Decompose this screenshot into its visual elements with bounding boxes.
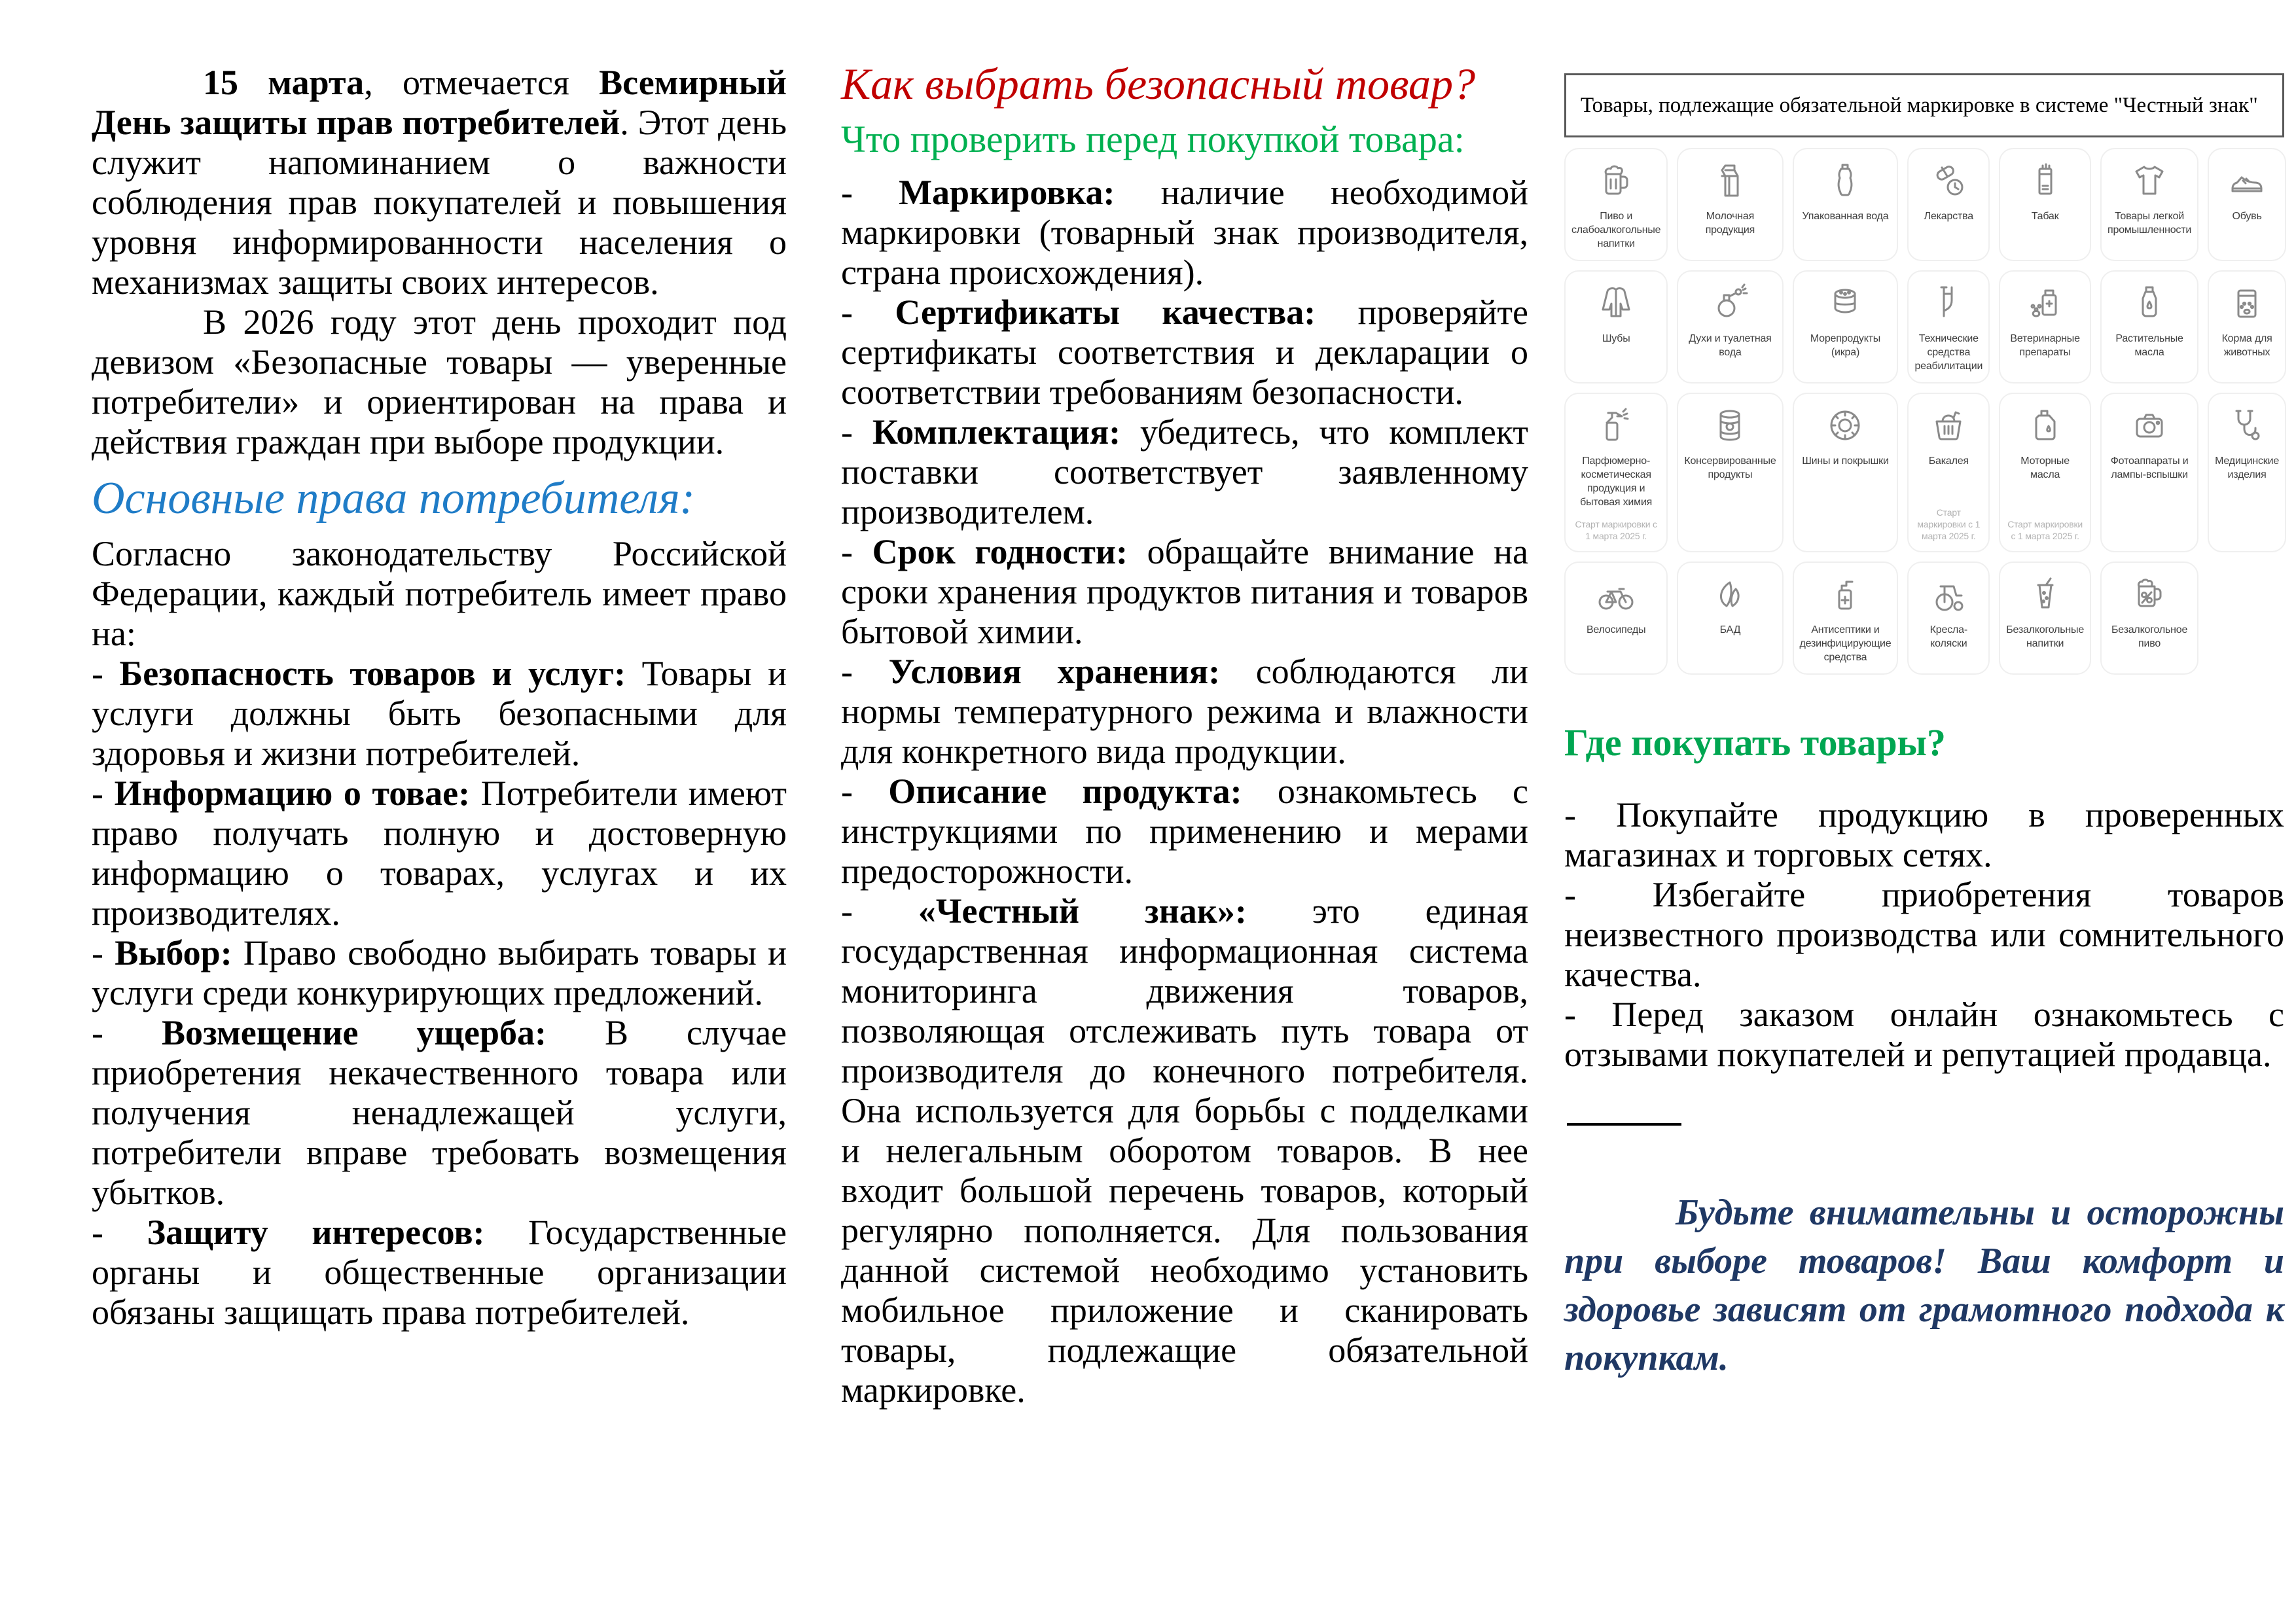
buy-tips-list [1564,795,2284,1075]
product-card-label: Лекарства [1924,211,1973,222]
product-card-label: Бакалея [1928,455,1969,467]
wheelchair-icon [1928,573,1969,615]
buy-tip-item: - Покупайте продукцию в проверенных магазинах и торговых сетях. [1564,795,2284,874]
product-card-label: Шины и покрышки [1802,455,1889,467]
product-card [1677,562,1783,675]
marked-goods-grid [1564,148,2284,675]
divider-line [1567,1123,1681,1126]
consumer-right-item: - Выбор: Право свободно выбирать товары и услуги среди конкурирующих предложений. [92,933,787,1012]
sanitizer-icon [1824,573,1866,615]
product-card-note: Старт маркировки с 1 марта 2025 г. [1575,519,1657,541]
stethoscope-icon [2226,404,2268,446]
buy-tip-item: - Перед заказом онлайн ознакомьтесь с отзывами покупателей и репутацией продавца. [1564,995,2284,1074]
product-card-label: Медицинские изделия [2215,455,2280,480]
fur-coat-icon [1595,282,1637,324]
product-card-label: Пиво и слабоалкогольные напитки [1571,211,1661,249]
product-card [1907,393,1990,552]
check-item: - «Честный знак»: это единая государственная информационная система мониторинга движения товаров, позволяющая отслеживать путь товара от производителя до конечного потребителя. Она используется для борьбы с подделками и нелегальным оборотом товаров. В нее входит большой перечень товаров, который регулярно пополняется. Для пользования данной системой необходимо установить мобильное приложение и сканировать товары, подлежащие обязательной маркировке. [841,891,1528,1410]
product-card-label: Товары легкой промышленности [2108,211,2192,236]
consumer-right-item: - Защиту интересов: Государственные органы и общественные организации обязаны защищать права потребителей. [92,1213,787,1332]
consumer-right-item: - Возмещение ущерба: В случае приобретения некачественного товара или получения ненадлежащей услуги, потребители вправе требовать возмещения убытков. [92,1013,787,1212]
product-card [1793,270,1899,383]
check-item: - Срок годности: обращайте внимание на сроки хранения продуктов питания и товаров бытовой химии. [841,532,1529,651]
bicycle-icon [1595,573,1637,615]
safe-product-heading: Как выбрать безопасный товар? [841,59,1476,109]
water-bottle-icon [1824,160,1866,202]
product-card [2208,148,2286,261]
product-card-label: Шубы [1602,333,1630,344]
consumer-rights-list [92,654,787,1332]
spray-bottle-icon [1595,404,1637,446]
pills-icon [1928,160,1969,202]
product-card [1999,270,2091,383]
product-card-note: Старт маркировки с 1 марта 2025 г. [1917,507,1981,541]
check-item: - Сертификаты качества: проверяйте сертификаты соответствия и декларации о соответствии требованиям безопасности. [841,293,1529,412]
check-item: - Маркировка: наличие необходимой маркировки (товарный знак производителя, страна происхождения). [841,173,1528,292]
right-column [1564,73,2284,1382]
product-card-label: Молочная продукция [1705,211,1755,236]
product-card-label: Обувь [2232,211,2262,222]
product-card-label: БАД [1719,624,1741,635]
check-item: - Описание продукта: ознакомьтесь с инструкциями по применению и мерами предосторожности. [841,772,1528,891]
consumer-right-item: - Безопасность товаров и услуг: Товары и услуги должны быть безопасными для здоровья и жизни потребителей. [92,654,787,773]
product-card-label: Консервированные продукты [1684,455,1776,480]
product-card [1999,562,2091,675]
canned-food-icon [1709,404,1751,446]
check-item: - Условия хранения: соблюдаются ли нормы температурного режима и влажности для конкретного вида продукции. [841,652,1528,771]
product-card [1677,148,1783,261]
canned-caviar-icon [1824,282,1866,324]
product-card [2100,393,2198,552]
check-item: - Комплектация: убедитесь, что комплект поставки соответствует заявленному производителем. [841,412,1528,531]
perfume-icon [1709,282,1751,324]
product-card-label: Технические средства реабилитации [1914,333,1983,372]
soft-drink-icon [2024,573,2066,615]
vet-medicine-icon [2024,282,2066,324]
product-card [2100,270,2198,383]
milk-carton-icon [1709,160,1751,202]
oil-bottle-icon [2128,282,2170,324]
product-card [1793,562,1899,675]
product-card-label: Духи и туалетная вода [1689,333,1772,358]
product-card [1677,393,1783,552]
product-card-note: Старт маркировки с 1 марта 2025 г. [2007,519,2083,541]
tire-icon [1824,404,1866,446]
product-card [1564,270,1668,383]
motor-oil-icon [2024,404,2066,446]
product-card-label: Ветеринарные препараты [2010,333,2080,358]
camera-icon [2128,404,2170,446]
product-card [1999,148,2091,261]
product-card-label: Парфюмерно-косметическая продукция и бытовая химия [1580,455,1653,508]
non-alcohol-beer-icon [2128,573,2170,615]
intro-paragraph: 15 марта, отмечается Всемирный День защиты прав потребителей. Этот день служит напоминанием о важности соблюдения прав покупателей и повышения уровня информированности населения о механизмах защиты своих интересов. [92,63,787,302]
final-warning-note: Будьте внимательны и осторожны при выборе товаров! Ваш комфорт и здоровье зависят от грамотного подхода к покупкам. [1564,1192,2284,1378]
tshirt-icon [2128,160,2170,202]
product-card-label: Растительные масла [2115,333,2183,358]
product-card [1907,562,1990,675]
product-card-label: Кресла-коляски [1929,624,1967,649]
product-card [1564,393,1668,552]
product-card [1999,393,2091,552]
check-before-buy-heading: Что проверить перед покупкой товара: [841,118,1465,160]
product-card-label: Упакованная вода [1802,211,1889,222]
product-card [2208,270,2286,383]
product-card [2100,562,2198,675]
product-card-label: Корма для животных [2221,333,2272,358]
product-card [2100,148,2198,261]
product-card [1907,148,1990,261]
product-card-label: Табак [2031,211,2059,222]
product-card [2208,393,2286,552]
rights-intro: Согласно законодательству Российской Федерации, каждый потребитель имеет право на: [92,534,787,653]
product-card-label: Антисептики и дезинфицирующие средства [1799,624,1892,663]
product-card-label: Фотоаппараты и лампы-вспышки [2110,455,2189,480]
check-list [841,173,1528,1410]
consumer-rights-heading: Основные права потребителя: [92,473,695,524]
crutch-icon [1928,282,1969,324]
leaves-icon [1709,573,1751,615]
product-card-label: Безалкогольные напитки [2006,624,2085,649]
product-card-label: Моторные масла [2020,455,2070,480]
grocery-basket-icon [1928,404,1969,446]
product-card [1677,270,1783,383]
cigarettes-icon [2024,160,2066,202]
pet-food-icon [2226,282,2268,324]
product-card [1793,148,1899,261]
buy-tip-item: - Избегайте приобретения товаров неизвестного производства или сомнительного качества. [1564,875,2284,994]
motto-paragraph: В 2026 году этот день проходит под девизом «Безопасные товары — уверенные потребители» и ориентирован на права и действия граждан при выборе продукции. [92,302,787,461]
product-card [1793,393,1899,552]
product-card-label: Безалкогольное пиво [2111,624,2188,649]
product-card-label: Велосипеды [1586,624,1646,635]
left-column [92,63,787,1332]
consumer-right-item: - Информацию о товае: Потребители имеют право получать полную и достоверную информацию о товарах, услугах и их производителях. [92,774,787,933]
product-card-label: Морепродукты (икра) [1810,333,1881,358]
beer-mug-icon [1595,160,1637,202]
marking-panel-title: Товары, подлежащие обязательной маркировке в системе "Честный знак" [1564,73,2284,137]
sneaker-icon [2226,160,2268,202]
product-card [1564,562,1668,675]
product-card [1564,148,1668,261]
where-to-buy-heading: Где покупать товары? [1564,721,1946,764]
product-card [1907,270,1990,383]
middle-column [841,55,1528,1410]
